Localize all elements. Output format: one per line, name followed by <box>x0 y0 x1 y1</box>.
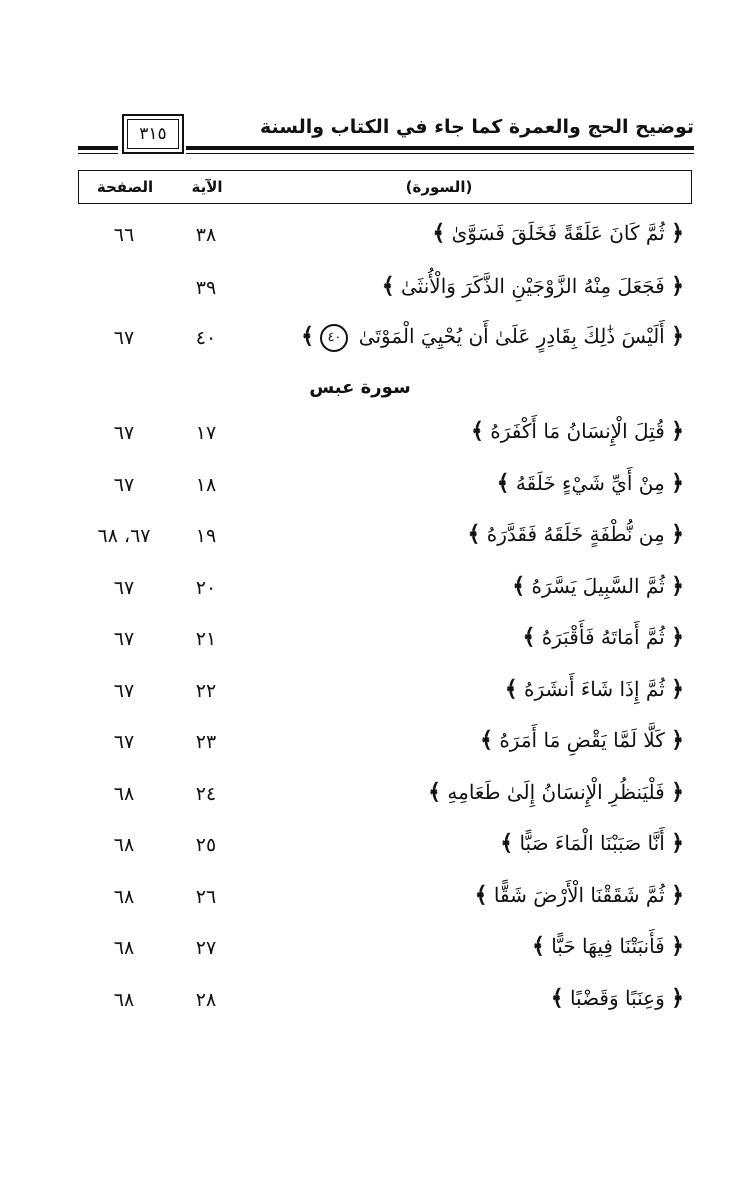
verse: فَجَعَلَ مِنْهُ الزَّوْجَيْنِ الذَّكَرَ وَالْأُنثَىٰ <box>401 274 665 298</box>
open-bracket: ﴿ <box>671 984 684 1011</box>
ayah-number: ٢٠ <box>195 576 217 599</box>
close-bracket: ﴾ <box>496 469 510 496</box>
header-rule <box>186 146 694 150</box>
ayah-number: ١٨ <box>195 473 217 496</box>
page-ref: ٦٨ <box>113 885 135 908</box>
verse-text <box>551 985 684 1011</box>
page-ref: ٦٧، ٦٨ <box>97 525 151 547</box>
column-header-page: الصفحة <box>96 178 154 196</box>
close-bracket: ﴾ <box>500 830 514 856</box>
ayah-number: ٢٨ <box>195 988 217 1011</box>
close-bracket: ﴾ <box>512 572 526 599</box>
ayah-number: ٢١ <box>195 628 217 650</box>
header-rule-thin <box>186 153 694 154</box>
open-bracket: ﴿ <box>671 830 684 856</box>
header-rule-left-thin <box>78 153 118 154</box>
verse-text <box>432 220 684 246</box>
table-row <box>78 267 692 317</box>
verse: وَعِنَبًا وَقَضْبًا <box>569 985 665 1010</box>
open-bracket: ﴿ <box>671 418 684 444</box>
verse-text <box>522 624 684 650</box>
verse: أَلَيْسَ ذَٰلِكَ بِقَادِرٍ عَلَىٰ أَن يُحْيِيَ الْمَوْتَىٰ <box>358 324 665 348</box>
page-ref: ٦٧ <box>113 422 135 444</box>
verse-text <box>512 573 684 599</box>
close-bracket: ﴾ <box>381 273 395 299</box>
verse-text <box>505 676 684 702</box>
open-bracket: ﴿ <box>671 675 684 702</box>
ayah-number: ١٩ <box>195 525 217 547</box>
verse-text <box>468 521 684 547</box>
table-header <box>78 170 692 204</box>
close-bracket: ﴾ <box>474 881 488 908</box>
verse-text <box>532 933 684 959</box>
verse-text <box>471 418 684 444</box>
section-title: سورة عبس <box>309 377 411 398</box>
table-row <box>78 721 692 771</box>
verse-text <box>428 779 684 805</box>
table-row <box>78 670 692 720</box>
verse-text <box>480 727 684 753</box>
ayah-number: ٢٤ <box>195 782 217 805</box>
page-number: ٣١٥ <box>127 119 179 149</box>
verse: قُتِلَ الْإِنسَانُ مَا أَكْفَرَهُ <box>490 419 665 443</box>
table-row <box>78 927 692 977</box>
close-bracket: ﴾ <box>480 727 493 753</box>
page-title: توضيح الحج والعمرة كما جاء في الكتاب والسنة <box>259 116 694 138</box>
column-header-ayah: الآية <box>191 178 223 196</box>
open-bracket: ﴿ <box>671 469 684 496</box>
verse-text <box>497 470 684 496</box>
close-bracket: ﴾ <box>471 418 484 444</box>
table-row <box>78 567 692 617</box>
ayah-number: ١٧ <box>195 422 217 444</box>
open-bracket: ﴿ <box>671 572 684 599</box>
verse: ثُمَّ كَانَ عَلَقَةً فَخَلَقَ فَسَوَّىٰ <box>451 221 665 245</box>
open-bracket: ﴿ <box>671 220 684 246</box>
ayah-number: ٢٢ <box>195 679 217 702</box>
verse: كَلَّا لَمَّا يَقْضِ مَا أَمَرَهُ <box>499 728 665 752</box>
page-ref: ٦٧ <box>113 731 135 753</box>
open-bracket: ﴿ <box>671 727 684 753</box>
page-ref: ٦٨ <box>113 937 135 959</box>
verse: ثُمَّ السَّبِيلَ يَسَّرَهُ <box>531 573 665 598</box>
table-row <box>78 979 692 1029</box>
close-bracket: ﴾ <box>550 984 564 1011</box>
verse-text <box>475 882 684 908</box>
open-bracket: ﴿ <box>671 521 684 547</box>
ayah-number: ٢٦ <box>195 885 217 908</box>
close-bracket: ﴾ <box>531 933 545 959</box>
ayah-number: ٢٧ <box>195 937 217 959</box>
verse: فَأَنبَتْنَا فِيهَا حَبًّا <box>551 934 665 958</box>
open-bracket: ﴿ <box>671 624 684 650</box>
page-ref: ٦٦ <box>113 224 135 246</box>
page-ref: ٦٧ <box>113 628 135 650</box>
table-row <box>78 515 692 565</box>
verse: فَلْيَنظُرِ الْإِنسَانُ إِلَىٰ طَعَامِهِ <box>447 779 665 804</box>
open-bracket: ﴿ <box>671 778 684 805</box>
column-header-surah: (السورة) <box>405 178 473 196</box>
verse: ثُمَّ إِذَا شَاءَ أَنشَرَهُ <box>524 676 665 701</box>
ayah-number: ٢٣ <box>195 731 217 753</box>
page-ref: ٦٨ <box>113 988 135 1011</box>
verse: أَنَّا صَبَبْنَا الْمَاءَ صَبًّا <box>519 831 665 855</box>
page-ref: ٦٧ <box>113 327 135 349</box>
verse-text <box>301 323 684 352</box>
page-ref: ٦٨ <box>113 834 135 856</box>
close-bracket: ﴾ <box>467 521 481 547</box>
ayah-end-marker-icon: ٤٠ <box>320 324 348 352</box>
verse: ثُمَّ شَقَقْنَا الْأَرْضَ شَقًّا <box>493 882 665 907</box>
page-ref: ٦٨ <box>113 782 135 805</box>
open-bracket: ﴿ <box>671 881 684 908</box>
table-row <box>78 876 692 926</box>
ayah-number: ٣٨ <box>195 224 217 246</box>
page-ref: ٦٧ <box>113 576 135 599</box>
table-row <box>78 773 692 823</box>
close-bracket: ﴾ <box>522 624 536 650</box>
open-bracket: ﴿ <box>671 933 684 959</box>
header-rule-left <box>78 146 118 150</box>
ayah-number: ٣٩ <box>195 277 217 299</box>
ayah-number: ٢٥ <box>195 834 217 856</box>
verse: مِن نُّطْفَةٍ خَلَقَهُ فَقَدَّرَهُ <box>486 522 665 546</box>
close-bracket: ﴾ <box>504 675 518 702</box>
table-row <box>78 464 692 514</box>
verse-text <box>500 830 684 856</box>
table-row <box>78 317 692 367</box>
open-bracket: ﴿ <box>671 273 684 299</box>
table-row <box>78 214 692 264</box>
page-ref: ٦٧ <box>113 473 135 496</box>
table-row <box>78 824 692 874</box>
close-bracket: ﴾ <box>301 323 315 349</box>
page-ref: ٦٧ <box>113 679 135 702</box>
table-row <box>78 618 692 668</box>
page-header <box>78 108 694 156</box>
verse: ثُمَّ أَمَاتَهُ فَأَقْبَرَهُ <box>541 625 665 649</box>
close-bracket: ﴾ <box>432 220 446 246</box>
page-number-box <box>122 114 184 154</box>
table-row <box>78 412 692 462</box>
close-bracket: ﴾ <box>428 778 442 805</box>
verse-text <box>382 273 684 299</box>
open-bracket: ﴿ <box>671 323 684 349</box>
verse: مِنْ أَيِّ شَيْءٍ خَلَقَهُ <box>515 470 665 495</box>
ayah-number: ٤٠ <box>195 327 217 349</box>
